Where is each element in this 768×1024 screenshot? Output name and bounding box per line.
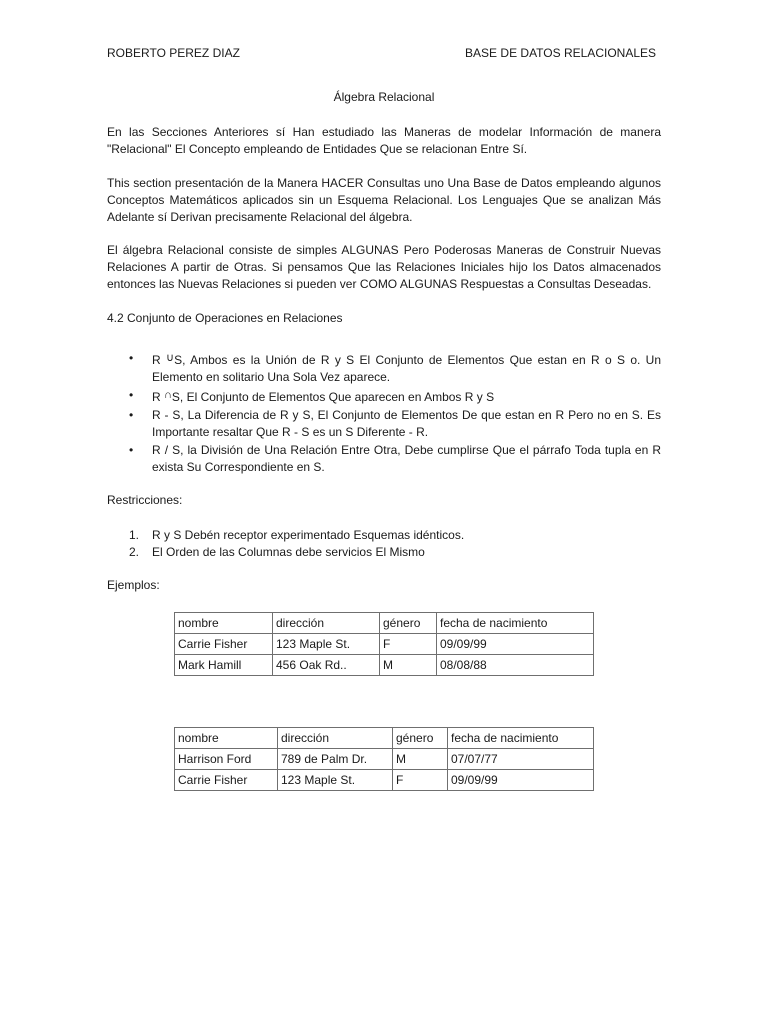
table-row xyxy=(175,634,594,655)
column-header: fecha de nacimiento xyxy=(448,728,594,749)
column-header: género xyxy=(380,613,437,634)
list-number: 2. xyxy=(129,545,140,559)
section-heading: 4.2 Conjunto de Operaciones en Relaciones xyxy=(107,311,343,325)
column-header: nombre xyxy=(175,728,278,749)
list-item xyxy=(107,387,661,406)
restriction-text: R y S Debén receptor experimentado Esquemas idénticos. xyxy=(152,528,465,542)
restriction-text: El Orden de las Columnas debe servicios El Mismo xyxy=(152,545,425,559)
restrictions-list xyxy=(107,527,464,561)
operation-text: R - S, La Diferencia de R y S, El Conjunto de Elementos De que estan en R Pero no en S. Es Importante resaltar Que R - S es un S Diferente - R. xyxy=(152,408,661,439)
paragraph-algebra: El álgebra Relacional consiste de simples ALGUNAS Pero Poderosas Maneras de Construir Nuevas Relaciones A partir de Otras. Si pensamos Que las Relaciones Iniciales hijo los Datos almacenados entonces las Nuevas Relaciones si pueden ver COMO ALGUNAS Respuestas a Consultas Deseadas. xyxy=(107,243,661,291)
operations-list xyxy=(107,350,661,477)
table-cell: M xyxy=(380,655,437,676)
header-author: ROBERTO PEREZ DIAZ xyxy=(107,46,240,60)
header-course: BASE DE DATOS RELACIONALES xyxy=(465,46,656,60)
column-header: dirección xyxy=(273,613,380,634)
table-cell: 789 de Palm Dr. xyxy=(278,749,393,770)
table-cell: Carrie Fisher xyxy=(175,770,278,791)
intersection-icon: ∩ xyxy=(164,389,172,401)
table-cell: 123 Maple St. xyxy=(273,634,380,655)
table-cell: 123 Maple St. xyxy=(278,770,393,791)
list-item xyxy=(107,527,464,544)
example-table-2 xyxy=(174,727,594,791)
operation-prefix: R xyxy=(152,353,167,367)
table-row xyxy=(175,749,594,770)
table-header-row xyxy=(175,728,594,749)
operation-text: S, Ambos es la Unión de R y S El Conjunto de Elementos Que estan en R o S o. Un Elemento en solitario Una Sola Vez aparece. xyxy=(152,353,662,384)
table-cell: 07/07/77 xyxy=(448,749,594,770)
table-cell: F xyxy=(380,634,437,655)
table-cell: Harrison Ford xyxy=(175,749,278,770)
list-item xyxy=(107,350,661,386)
bullet-icon: • xyxy=(129,351,134,365)
table-header-row xyxy=(175,613,594,634)
table-cell: M xyxy=(393,749,448,770)
table-row xyxy=(175,655,594,676)
list-number: 1. xyxy=(129,528,140,542)
examples-heading: Ejemplos: xyxy=(107,578,160,592)
table-cell: Carrie Fisher xyxy=(175,634,273,655)
column-header: dirección xyxy=(278,728,393,749)
table-cell: Mark Hamill xyxy=(175,655,273,676)
bullet-icon: • xyxy=(129,443,134,457)
paragraph-section: This section presentación de la Manera HACER Consultas uno Una Base de Datos empleando algunos Conceptos Matemáticos aplicados sin un Esquema Relacional. Los Lenguajes Que se analizan Más Adelante sí Derivan precisamente Relacional del álgebra. xyxy=(107,176,661,224)
table-cell: 09/09/99 xyxy=(448,770,594,791)
list-item xyxy=(107,442,661,476)
bullet-icon: • xyxy=(129,388,134,402)
operation-text: R / S, la División de Una Relación Entre Otra, Debe cumplirse Que el párrafo Toda tupla en R exista Su Correspondiente en S. xyxy=(152,443,661,474)
table-cell: 456 Oak Rd.. xyxy=(273,655,380,676)
document-title: Álgebra Relacional xyxy=(333,90,435,104)
paragraph-intro: En las Secciones Anteriores sí Han estudiado las Maneras de modelar Información de manera "Relacional" El Concepto empleando de Entidades Que se relacionan Entre Sí. xyxy=(107,125,661,156)
column-header: fecha de nacimiento xyxy=(437,613,594,634)
column-header: nombre xyxy=(175,613,273,634)
table-cell: F xyxy=(393,770,448,791)
operation-prefix: R xyxy=(152,390,164,404)
union-icon: ∪ xyxy=(166,352,175,364)
list-item xyxy=(107,544,464,561)
list-item xyxy=(107,407,661,441)
restrictions-heading: Restricciones: xyxy=(107,493,183,507)
table-cell: 09/09/99 xyxy=(437,634,594,655)
bullet-icon: • xyxy=(129,408,134,422)
operation-text: S, El Conjunto de Elementos Que aparecen en Ambos R y S xyxy=(171,390,495,404)
example-table-1 xyxy=(174,612,594,676)
table-cell: 08/08/88 xyxy=(437,655,594,676)
column-header: género xyxy=(393,728,448,749)
table-row xyxy=(175,770,594,791)
